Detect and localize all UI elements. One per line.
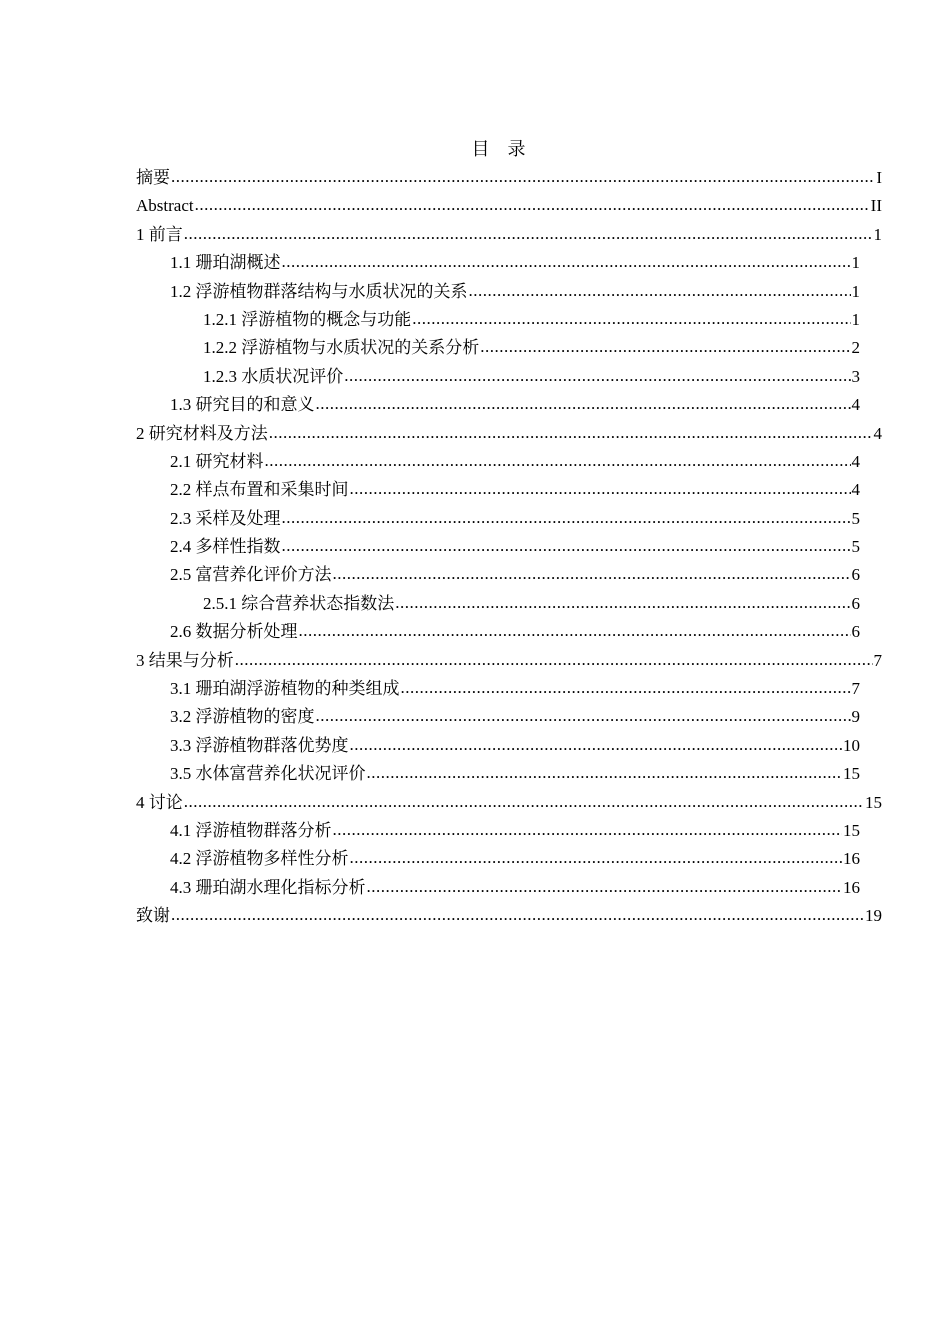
toc-entry-acknowledgements[interactable] — [136, 902, 882, 930]
dot-leader — [171, 902, 864, 929]
toc-entry-label: 2.3 采样及处理 — [170, 508, 281, 528]
dot-leader — [350, 845, 843, 872]
toc-entry-3-5[interactable] — [136, 760, 882, 788]
dot-leader — [316, 703, 851, 730]
dot-leader — [469, 278, 851, 305]
toc-entry-label: 3.1 珊珀湖浮游植物的种类组成 — [170, 679, 400, 699]
toc-entry-1-3[interactable] — [136, 391, 882, 419]
toc-entry-abstract-en[interactable] — [136, 192, 882, 220]
toc-entry-page: 7 — [851, 679, 860, 699]
toc-entry-label: 4 讨论 — [136, 792, 183, 812]
toc-entry-page: 6 — [851, 593, 860, 613]
toc-entry-1-2-2[interactable] — [136, 334, 882, 362]
toc-entry-label: 致谢 — [136, 906, 170, 926]
toc-entry-page: I — [876, 168, 882, 187]
toc-entry-1-2-1[interactable] — [136, 306, 882, 334]
toc-entry-3-2[interactable] — [136, 703, 882, 731]
toc-entry-label: 3.5 水体富营养化状况评价 — [170, 764, 366, 784]
toc-entry-label: 2.2 样点布置和采集时间 — [170, 480, 349, 500]
toc-entry-page: 16 — [843, 877, 860, 897]
toc-entry-label: 3.2 浮游植物的密度 — [170, 707, 315, 727]
toc-entry-page: 5 — [851, 508, 860, 528]
toc-title-part1: 目 — [471, 139, 490, 159]
toc-entry-page: 4 — [851, 480, 860, 500]
toc-entry-2-2[interactable] — [136, 476, 882, 504]
toc-entry-label: 1.2.3 水质状况评价 — [203, 366, 344, 386]
toc-entry-page: 9 — [851, 707, 860, 727]
dot-leader — [282, 249, 851, 276]
dot-leader — [401, 675, 851, 702]
toc-entry-label: 1.3 研究目的和意义 — [170, 395, 315, 415]
toc-entry-label: Abstract — [136, 196, 194, 216]
dot-leader — [316, 391, 851, 418]
toc-entry-page: 19 — [865, 906, 882, 926]
toc-entry-label: 2.1 研究材料 — [170, 451, 264, 471]
toc-entry-page: 15 — [843, 764, 860, 784]
toc-entry-label: 2.4 多样性指数 — [170, 537, 281, 557]
dot-leader — [395, 590, 850, 617]
toc-entry-page: 16 — [843, 849, 860, 869]
toc-entry-2-5[interactable] — [136, 561, 882, 589]
toc-entry-2[interactable] — [136, 420, 882, 448]
toc-entry-label: 1.2 浮游植物群落结构与水质状况的关系 — [170, 281, 468, 301]
toc-entry-1-1[interactable] — [136, 249, 882, 277]
toc-entry-2-6[interactable] — [136, 618, 882, 646]
toc-entry-label: 2 研究材料及方法 — [136, 423, 268, 443]
dot-leader — [412, 306, 850, 333]
toc-entry-page: 3 — [851, 366, 860, 386]
toc-entry-page: 1 — [851, 281, 860, 301]
toc-entry-label: 摘要 — [136, 168, 170, 187]
toc-entry-4-2[interactable] — [136, 845, 882, 873]
toc-entry-3-3[interactable] — [136, 732, 882, 760]
toc-title-part2: 录 — [507, 139, 526, 159]
dot-leader — [480, 334, 850, 361]
toc-entry-page: 2 — [851, 338, 860, 358]
dot-leader — [344, 363, 850, 390]
toc-entry-page: 6 — [851, 565, 860, 585]
toc-entry-page: 5 — [851, 537, 860, 557]
toc-entry-page: 7 — [873, 650, 882, 670]
toc-entry-2-1[interactable] — [136, 448, 882, 476]
toc-entry-page: 6 — [851, 622, 860, 642]
toc-entry-label: 1.1 珊珀湖概述 — [170, 253, 281, 273]
toc-entry-label: 1.2.2 浮游植物与水质状况的关系分析 — [203, 338, 480, 358]
dot-leader — [282, 505, 851, 532]
toc-entry-3[interactable] — [136, 647, 882, 675]
dot-leader — [333, 817, 843, 844]
dot-leader — [282, 533, 851, 560]
dot-leader — [350, 732, 843, 759]
toc-entry-2-3[interactable] — [136, 505, 882, 533]
toc-entry-page: 4 — [851, 451, 860, 471]
toc-entry-4-1[interactable] — [136, 817, 882, 845]
toc-entry-label: 4.3 珊珀湖水理化指标分析 — [170, 877, 366, 897]
toc-entry-label: 2.5.1 综合营养状态指数法 — [203, 593, 395, 613]
toc-entry-1[interactable] — [136, 221, 882, 249]
toc-entry-label: 2.6 数据分析处理 — [170, 622, 298, 642]
toc-entry-page: 15 — [865, 792, 882, 812]
toc-entry-page: 4 — [873, 423, 882, 443]
dot-leader — [184, 221, 873, 248]
dot-leader — [171, 164, 875, 191]
dot-leader — [367, 874, 843, 901]
toc-entry-page: 15 — [843, 820, 860, 840]
toc-entry-2-4[interactable] — [136, 533, 882, 561]
toc-entry-2-5-1[interactable] — [136, 590, 882, 618]
dot-leader — [195, 192, 870, 219]
dot-leader — [269, 420, 873, 447]
dot-leader — [367, 760, 843, 787]
toc-title — [0, 137, 950, 161]
toc-entry-4-3[interactable] — [136, 874, 882, 902]
dot-leader — [235, 647, 873, 674]
toc-entry-1-2[interactable] — [136, 278, 882, 306]
toc-entry-abstract-cn[interactable] — [136, 164, 882, 192]
dot-leader — [333, 561, 851, 588]
dot-leader — [265, 448, 851, 475]
dot-leader — [299, 618, 851, 645]
toc-entry-page: 4 — [851, 395, 860, 415]
toc-entry-page: 10 — [843, 735, 860, 755]
toc-entry-page: 1 — [851, 253, 860, 273]
toc-entry-label: 4.1 浮游植物群落分析 — [170, 820, 332, 840]
dot-leader — [184, 789, 864, 816]
dot-leader — [350, 476, 851, 503]
toc-entry-3-1[interactable] — [136, 675, 882, 703]
toc-list — [136, 164, 882, 931]
toc-entry-label: 4.2 浮游植物多样性分析 — [170, 849, 349, 869]
toc-entry-label: 3.3 浮游植物群落优势度 — [170, 735, 349, 755]
toc-entry-label: 1 前言 — [136, 224, 183, 244]
toc-entry-label: 3 结果与分析 — [136, 650, 234, 670]
toc-entry-page: 1 — [873, 224, 882, 244]
toc-entry-4[interactable] — [136, 789, 882, 817]
toc-entry-page: II — [870, 196, 882, 216]
toc-entry-label: 1.2.1 浮游植物的概念与功能 — [203, 309, 412, 329]
toc-entry-page: 1 — [851, 309, 860, 329]
toc-entry-1-2-3[interactable] — [136, 363, 882, 391]
toc-entry-label: 2.5 富营养化评价方法 — [170, 565, 332, 585]
